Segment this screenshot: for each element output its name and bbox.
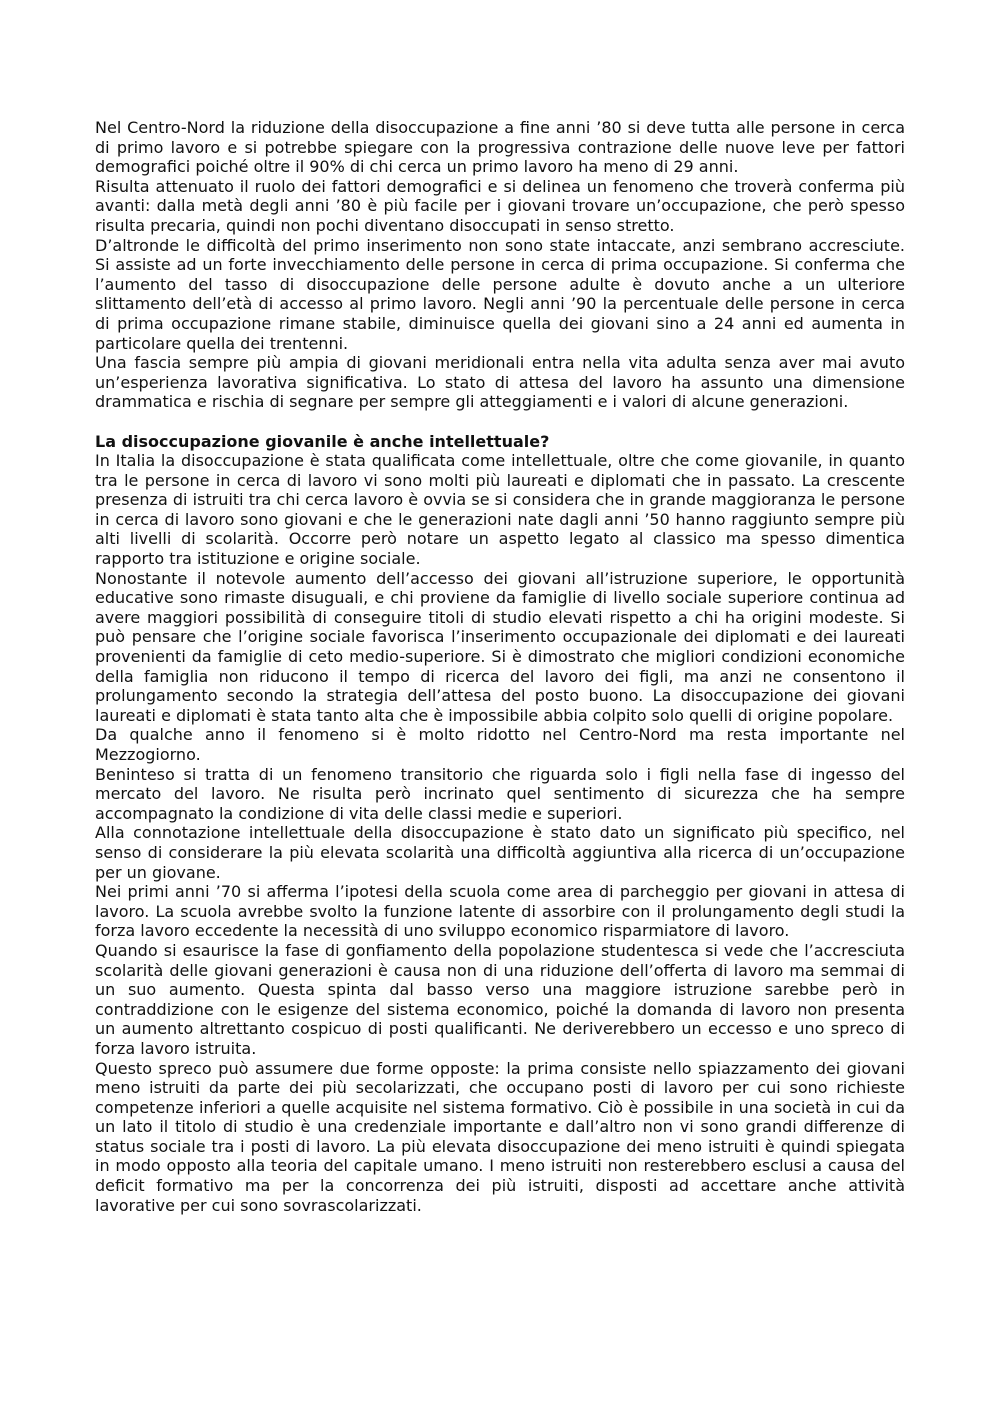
paragraph-spreco: Questo spreco può assumere due forme opposte: la prima consiste nello spiazzamento dei giovani meno istruiti da parte dei più secolarizzati, che occupano posti di lavoro per cui sono richieste competenze inferiori a quelle acquisite nel sistema formativo. Ciò è possibile in una società in cui da un lato il titolo di studio è una credenziale importante e dall’altro non vi sono grandi differenze di status sociale tra i posti di lavoro. La più elevata disoccupazione dei meno istruiti è quindi spiegata in modo opposto alla teoria del capitale umano. I meno istruiti non resterebbero esclusi a causa del deficit formativo ma per la concorrenza dei più istruiti, disposti ad accettare anche attività lavorative per cui sono sovrascolarizzati.	[95, 1058, 905, 1215]
paragraph-mezzogiorno: Da qualche anno il fenomeno si è molto ridotto nel Centro-Nord ma resta importante nel Mezzogiorno.	[95, 725, 905, 764]
document-page	[95, 118, 905, 1215]
paragraph-connotazione-intellettuale: Alla connotazione intellettuale della disoccupazione è stato dato un significato più specifico, nel senso di considerare la più elevata scolarità una difficoltà aggiuntiva alla ricerca di un’occupazione per un giovane.	[95, 823, 905, 882]
paragraph-centro-nord: Nel Centro-Nord la riduzione della disoccupazione a fine anni ’80 si deve tutta alle persone in cerca di primo lavoro e si potrebbe spiegare con la progressiva contrazione delle nuove leve per fattori demografici poiché oltre il 90% di chi cerca un primo lavoro ha meno di 29 anni.	[95, 118, 905, 177]
paragraph-disoccupazione-intellettuale: In Italia la disoccupazione è stata qualificata come intellettuale, oltre che come giovanile, in quanto tra le persone in cerca di lavoro vi sono molti più laureati e diplomati che in passato. La crescente presenza di istruiti tra chi cerca lavoro è ovvia se si considera che in grande maggioranza le persone in cerca di lavoro sono giovani e che le generazioni nate dagli anni ’50 hanno raggiunto sempre più alti livelli di scolarità. Occorre però notare un aspetto legato al classico ma spesso dimentica rapporto tra istituzione e origine sociale.	[95, 451, 905, 569]
paragraph-primo-inserimento: D’altronde le difficoltà del primo inserimento non sono state intaccate, anzi sembrano accresciute. Si assiste ad un forte invecchiamento delle persone in cerca di prima occupazione. Si conferma che l’aumento del tasso di disoccupazione delle persone adulte è dovuto anche a un ulteriore slittamento dell’età di accesso al primo lavoro. Negli anni ’90 la percentuale delle persone in cerca di prima occupazione rimane stabile, diminuisce quella dei giovani sino a 24 anni ed aumenta in particolare quella dei trentenni.	[95, 235, 905, 353]
paragraph-gonfiamento: Quando si esaurisce la fase di gonfiamento della popolazione studentesca si vede che l’accresciuta scolarità delle giovani generazioni è causa non di una riduzione dell’offerta di lavoro ma semmai di un suo aumento. Questa spinta dal basso verso una maggiore istruzione sarebbe però in contraddizione con le esigenze del sistema economico, poiché la domanda di lavoro non presenta un aumento altrettanto cospicuo di posti qualificanti. Ne deriverebbero un eccesso e uno spreco di forza lavoro istruita.	[95, 940, 905, 1058]
section-heading: La disoccupazione giovanile è anche intellettuale?	[95, 431, 550, 451]
paragraph-giovani-meridionali: Una fascia sempre più ampia di giovani meridionali entra nella vita adulta senza aver mai avuto un’esperienza lavorativa significativa. Lo stato di attesa del lavoro ha assunto una dimensione drammatica e rischia di segnare per sempre gli atteggiamenti e i valori di alcune generazioni.	[95, 353, 905, 412]
paragraph-area-parcheggio: Nei primi anni ’70 si afferma l’ipotesi della scuola come area di parcheggio per giovani in attesa di lavoro. La scuola avrebbe svolto la funzione latente di assorbire con il prolungamento degli studi la forza lavoro eccedente la necessità di uno sviluppo economico risparmiatore di lavoro.	[95, 882, 905, 941]
paragraph-fattori-demografici: Risulta attenuato il ruolo dei fattori demografici e si delinea un fenomeno che troverà conferma più avanti: dalla metà degli anni ’80 è più facile per i giovani trovare un’occupazione, che però spesso risulta precaria, quindi non pochi diventano disoccupati in senso stretto.	[95, 176, 905, 235]
paragraph-origine-sociale: Nonostante il notevole aumento dell’accesso dei giovani all’istruzione superiore, le opportunità educative sono rimaste disuguali, e chi proviene da famiglie di livello sociale superiore continua ad avere maggiori possibilità di conseguire titoli di studio elevati rispetto a chi ha origini modeste. Si può pensare che l’origine sociale favorisca l’inserimento occupazionale dei diplomati e dei laureati provenienti da famiglie di ceto medio-superiore. Si è dimostrato che migliori condizioni economiche della famiglia non riducono il tempo di ricerca del lavoro dei figli, ma anzi ne consentono il prolungamento secondo la strategia dell’attesa del posto buono. La disoccupazione dei giovani laureati e diplomati è stata tanto alta che è impossibile abbia colpito solo quelli di origine popolare.	[95, 568, 905, 725]
paragraph-fenomeno-transitorio: Beninteso si tratta di un fenomeno transitorio che riguarda solo i figli nella fase di ingesso del mercato del lavoro. Ne risulta però incrinato quel sentimento di sicurezza che ha sempre accompagnato la condizione di vita delle classi medie e superiori.	[95, 764, 905, 823]
